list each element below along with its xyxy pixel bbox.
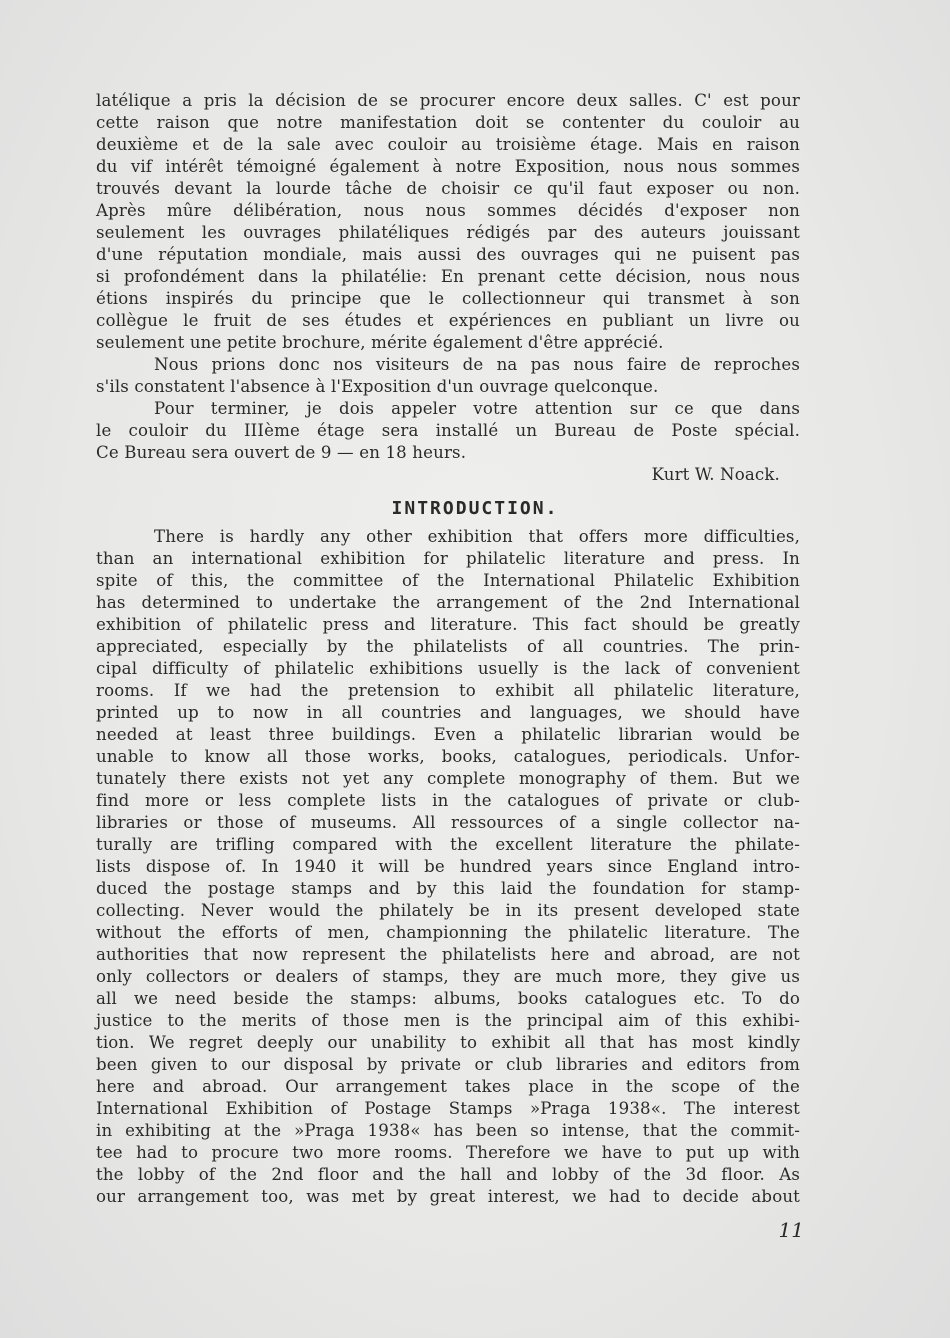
text-line: duced the postage stamps and by this laid the foundation for stamp- bbox=[96, 879, 800, 898]
text-line: without the efforts of men, championning the philatelic literature. The bbox=[96, 923, 800, 942]
text-line: tunately there exists not yet any complete monography of them. But we bbox=[96, 769, 800, 788]
text-line: justice to the merits of those men is the principal aim of this exhibi- bbox=[96, 1011, 800, 1030]
french-text-block bbox=[96, 90, 800, 486]
text-line: rooms. If we had the pretension to exhibit all philatelic literature, bbox=[96, 681, 800, 700]
text-line: Après mûre délibération, nous nous sommes décidés d'exposer non bbox=[96, 201, 800, 220]
text-line: étions inspirés du principe que le collectionneur qui transmet à son bbox=[96, 289, 800, 308]
text-line: tion. We regret deeply our unability to exhibit all that has most kindly bbox=[96, 1033, 800, 1052]
text-line: find more or less complete lists in the catalogues of private or club- bbox=[96, 791, 800, 810]
text-line: si profondément dans la philatélie: En prenant cette décision, nous nous bbox=[96, 267, 800, 286]
text-line: the lobby of the 2nd floor and the hall and lobby of the 3d floor. As bbox=[96, 1165, 800, 1184]
text-line: our arrangement too, was met by great interest, we had to decide about bbox=[96, 1187, 800, 1206]
text-line: exhibition of philatelic press and literature. This fact should be greatly bbox=[96, 615, 800, 634]
text-line: latélique a pris la décision de se procurer encore deux salles. C' est pour bbox=[96, 91, 800, 110]
author-signature: Kurt W. Noack. bbox=[651, 465, 780, 484]
section-heading: INTRODUCTION. bbox=[391, 498, 559, 519]
text-line: collègue le fruit de ses études et expériences en publiant un livre ou bbox=[96, 311, 800, 330]
text-line: seulement une petite brochure, mérite également d'être apprécié. bbox=[96, 333, 664, 352]
text-line: s'ils constatent l'absence à l'Exposition d'un ouvrage quelconque. bbox=[96, 377, 659, 396]
text-line: unable to know all those works, books, catalogues, periodicals. Unfor- bbox=[96, 747, 800, 766]
text-line: here and abroad. Our arrangement takes place in the scope of the bbox=[96, 1077, 800, 1096]
text-line: libraries or those of museums. All ressources of a single collector na- bbox=[96, 813, 800, 832]
text-line: spite of this, the committee of the International Philatelic Exhibition bbox=[96, 571, 800, 590]
text-line: printed up to now in all countries and languages, we should have bbox=[96, 703, 800, 722]
text-line: There is hardly any other exhibition that offers more difficulties, bbox=[154, 527, 800, 546]
text-line: Pour terminer, je dois appeler votre attention sur ce que dans bbox=[154, 399, 800, 418]
text-line: cette raison que notre manifestation doit se contenter du couloir au bbox=[96, 113, 800, 132]
text-line: lists dispose of. In 1940 it will be hundred years since England intro- bbox=[96, 857, 800, 876]
text-line: seulement les ouvrages philatéliques rédigés par des auteurs jouissant bbox=[96, 223, 800, 242]
text-line: cipal difficulty of philatelic exhibitions usuelly is the lack of convenient bbox=[96, 659, 800, 678]
text-line: than an international exhibition for philatelic literature and press. In bbox=[96, 549, 800, 568]
text-line: turally are trifling compared with the excellent literature the philate- bbox=[96, 835, 800, 854]
english-text-block bbox=[96, 526, 800, 1208]
text-line: tee had to procure two more rooms. Therefore we have to put up with bbox=[96, 1143, 800, 1162]
text-line: trouvés devant la lourde tâche de choisir ce qu'il faut exposer ou non. bbox=[96, 179, 800, 198]
text-line: International Exhibition of Postage Stamps »Praga 1938«. The interest bbox=[96, 1099, 800, 1118]
text-line: has determined to undertake the arrangement of the 2nd International bbox=[96, 593, 800, 612]
text-line: deuxième et de la sale avec couloir au troisième étage. Mais en raison bbox=[96, 135, 800, 154]
text-line: collecting. Never would the philately be in its present developed state bbox=[96, 901, 800, 920]
text-line: Ce Bureau sera ouvert de 9 — en 18 heurs. bbox=[96, 443, 467, 462]
text-line: been given to our disposal by private or club libraries and editors from bbox=[96, 1055, 800, 1074]
text-line: Nous prions donc nos visiteurs de na pas nous faire de reproches bbox=[154, 355, 800, 374]
text-line: du vif intérêt témoigné également à notre Exposition, nous nous sommes bbox=[96, 157, 800, 176]
text-line: in exhibiting at the »Praga 1938« has been so intense, that the commit- bbox=[96, 1121, 800, 1140]
text-line: needed at least three buildings. Even a philatelic librarian would be bbox=[96, 725, 800, 744]
text-line: d'une réputation mondiale, mais aussi des ouvrages qui ne puisent pas bbox=[96, 245, 800, 264]
text-line: le couloir du IIIème étage sera installé un Bureau de Poste spécial. bbox=[96, 421, 800, 440]
text-line: authorities that now represent the philatelists here and abroad, are not bbox=[96, 945, 800, 964]
text-line: all we need beside the stamps: albums, books catalogues etc. To do bbox=[96, 989, 800, 1008]
text-line: only collectors or dealers of stamps, they are much more, they give us bbox=[96, 967, 800, 986]
page-number: 11 bbox=[778, 1218, 804, 1242]
text-line: appreciated, especially by the philatelists of all countries. The prin- bbox=[96, 637, 800, 656]
